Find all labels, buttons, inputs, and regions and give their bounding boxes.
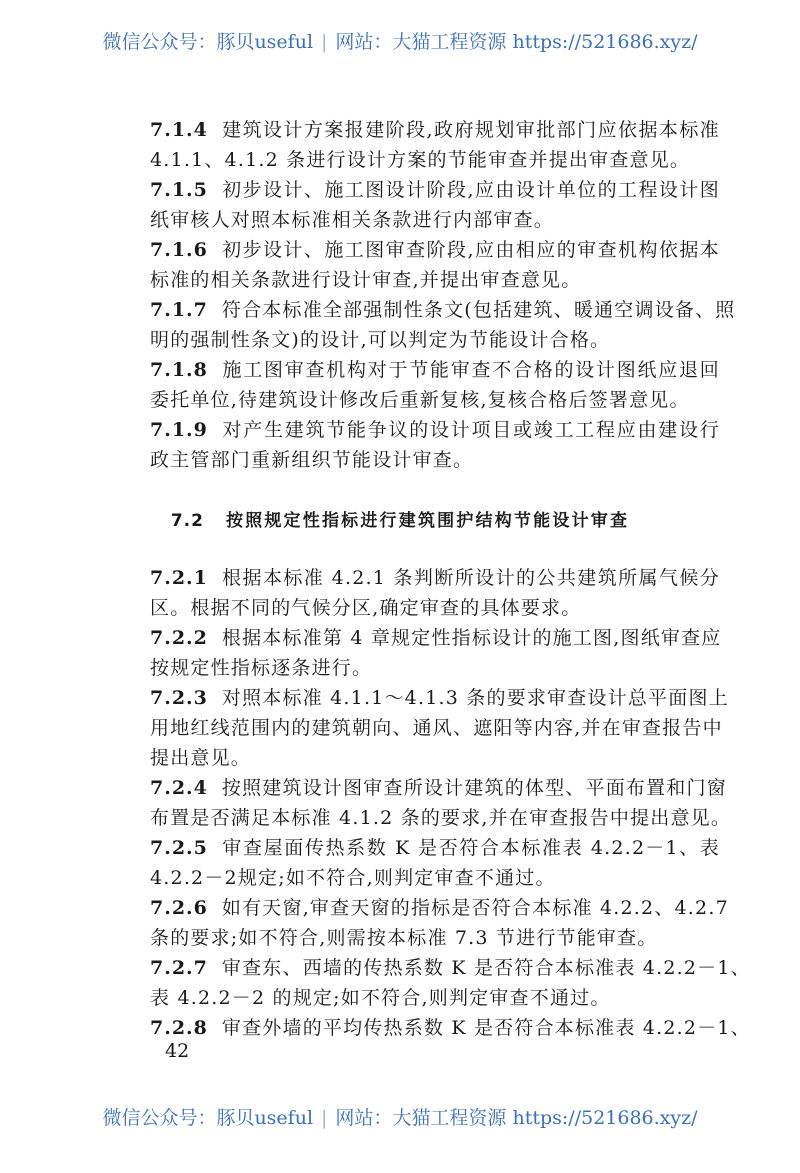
clause-7-2-3-line-2: 用地红线范围内的建筑朝向、通风、遮阳等内容,并在审查报告中 — [150, 717, 723, 739]
clause-7-2-7-line-1 — [150, 953, 751, 983]
clause-text: 建筑设计方案报建阶段,政府规划审批部门应依据本标准 — [221, 119, 720, 141]
watermark-bottom — [0, 1103, 800, 1130]
clause-number: 7.1.6 — [150, 239, 208, 261]
clause-7-1-9-line-2: 政主管部门重新组织节能设计审查。 — [150, 449, 474, 471]
clause-7-1-6-line-2: 标准的相关条款进行设计审查,并提出审查意见。 — [150, 269, 582, 291]
watermark-wechat: 微信公众号：豚贝useful — [102, 1107, 314, 1129]
clause-7-2-1-line-2: 区。根据不同的气候分区,确定审查的具体要求。 — [150, 597, 582, 619]
clause-7-2-3-line-1 — [150, 683, 729, 713]
clause-number: 7.2.3 — [150, 687, 208, 709]
clause-7-2-3-line-3: 提出意见。 — [150, 747, 252, 769]
clause-7-1-8-line-1 — [150, 355, 720, 385]
clause-7-1-4-line-1 — [150, 115, 720, 145]
watermark-site: 网站：大猫工程资源 — [335, 1107, 507, 1129]
clause-7-2-4-line-1 — [150, 773, 727, 803]
clause-7-2-2-line-1 — [150, 623, 720, 653]
clause-text: 如有天窗,审查天窗的指标是否符合本标准 4.2.2、4.2.7 — [221, 897, 729, 919]
clause-text: 审查东、西墙的传热系数 K 是否符合本标准表 4.2.2－1、 — [221, 957, 751, 979]
watermark-wechat: 微信公众号：豚贝useful — [102, 31, 314, 53]
clause-number: 7.2.6 — [150, 897, 208, 919]
clause-number: 7.2.1 — [150, 567, 208, 589]
clause-text: 符合本标准全部强制性条文(包括建筑、暖通空调设备、照 — [221, 299, 736, 321]
clause-number: 7.2.5 — [150, 837, 208, 859]
clause-7-1-7-line-2: 明的强制性条文)的设计,可以判定为节能设计合格。 — [150, 329, 611, 351]
section-title: 按照规定性指标进行建筑围护结构节能设计审查 — [225, 511, 630, 531]
clause-7-1-9-line-1 — [150, 415, 720, 445]
clause-7-2-6-line-2: 条的要求;如不符合,则需按本标准 7.3 节进行节能审查。 — [150, 927, 658, 949]
clause-7-2-1-line-1 — [150, 563, 720, 593]
clause-7-2-2-line-2: 按规定性指标逐条进行。 — [150, 657, 373, 679]
clause-number: 7.2.7 — [150, 957, 208, 979]
clause-number: 7.1.9 — [150, 419, 208, 441]
clause-7-1-5-line-1 — [150, 175, 720, 205]
clause-text: 根据本标准 4.2.1 条判断所设计的公共建筑所属气候分 — [221, 567, 720, 589]
clause-number: 7.1.8 — [150, 359, 208, 381]
clause-text: 初步设计、施工图设计阶段,应由设计单位的工程设计图 — [221, 179, 720, 201]
section-number: 7.2 — [170, 511, 204, 531]
watermark-site: 网站：大猫工程资源 — [335, 31, 507, 53]
clause-7-1-6-line-1 — [150, 235, 720, 265]
clause-7-1-7-line-1 — [150, 295, 736, 325]
clause-7-2-5-line-2: 4.2.2－2规定;如不符合,则判定审查不通过。 — [150, 867, 556, 889]
clause-7-2-4-line-2: 布置是否满足本标准 4.1.2 条的要求,并在审查报告中提出意见。 — [150, 807, 732, 829]
clause-number: 7.2.8 — [150, 1017, 208, 1039]
clause-text: 施工图审查机构对于节能审查不合格的设计图纸应退回 — [221, 359, 720, 381]
clause-text: 审查外墙的平均传热系数 K 是否符合本标准表 4.2.2－1、 — [221, 1017, 751, 1039]
clause-number: 7.2.4 — [150, 777, 208, 799]
clause-text: 根据本标准第 4 章规定性指标设计的施工图,图纸审查应 — [221, 627, 722, 649]
clause-number: 7.2.2 — [150, 627, 208, 649]
clause-7-1-8-line-2: 委托单位,待建筑设计修改后重新复核,复核合格后签署意见。 — [150, 389, 690, 411]
clause-7-2-6-line-1 — [150, 893, 729, 923]
clause-7-2-7-line-2: 表 4.2.2－2 的规定;如不符合,则判定审查不通过。 — [150, 987, 611, 1009]
watermark-separator: | — [321, 31, 328, 53]
watermark-url[interactable]: https://521686.xyz/ — [512, 31, 698, 53]
clause-number: 7.1.5 — [150, 179, 208, 201]
clause-7-1-5-line-2: 纸审核人对照本标准相关条款进行内部审查。 — [150, 209, 555, 231]
clause-7-1-4-line-2: 4.1.1、4.1.2 条进行设计方案的节能审查并提出审查意见。 — [150, 149, 691, 171]
watermark-top — [0, 27, 800, 54]
clause-text: 审查屋面传热系数 K 是否符合本标准表 4.2.2－1、表 — [221, 837, 720, 859]
clause-7-2-8-line-1 — [150, 1013, 751, 1043]
clause-text: 对照本标准 4.1.1～4.1.3 条的要求审查设计总平面图上 — [221, 687, 729, 709]
clause-text: 按照建筑设计图审查所设计建筑的体型、平面布置和门窗 — [221, 777, 727, 799]
clause-number: 7.1.4 — [150, 119, 208, 141]
clause-number: 7.1.7 — [150, 299, 208, 321]
section-heading-7-2 — [0, 506, 800, 531]
clause-text: 初步设计、施工图审查阶段,应由相应的审查机构依据本 — [221, 239, 720, 261]
clause-7-2-5-line-1 — [150, 833, 720, 863]
clause-text: 对产生建筑节能争议的设计项目或竣工工程应由建设行 — [221, 419, 720, 441]
watermark-separator: | — [321, 1107, 328, 1129]
watermark-url[interactable]: https://521686.xyz/ — [512, 1107, 698, 1129]
page-number: 42 — [165, 1040, 190, 1062]
